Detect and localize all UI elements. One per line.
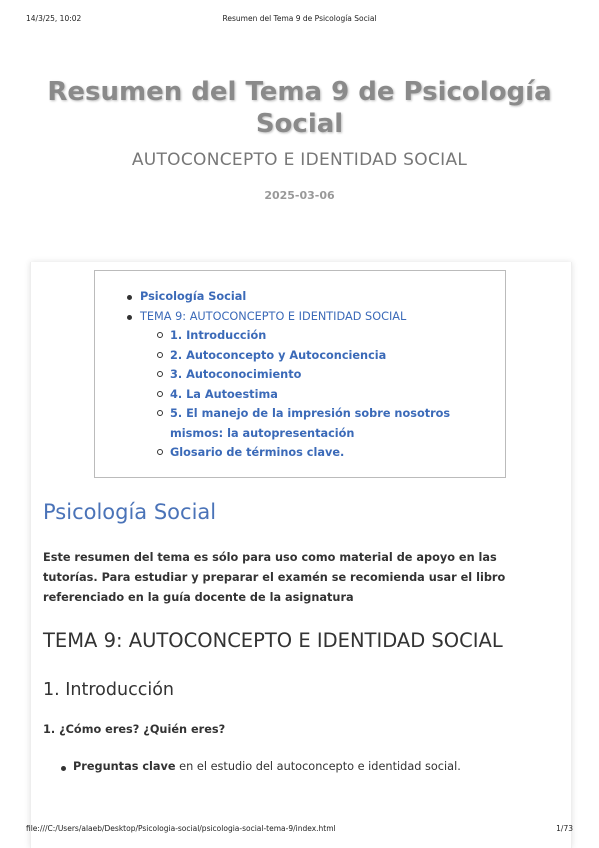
- toc-link[interactable]: 2. Autoconcepto y Autoconciencia: [170, 348, 387, 362]
- toc-link[interactable]: 4. La Autoestima: [170, 387, 278, 401]
- section-heading-introduccion: 1. Introducción: [43, 680, 174, 700]
- toc-list: [95, 287, 505, 463]
- section-heading-tema-9: TEMA 9: AUTOCONCEPTO E IDENTIDAD SOCIAL: [43, 629, 503, 652]
- table-of-contents: [94, 270, 506, 478]
- section-heading-psicologia-social: Psicología Social: [43, 500, 217, 524]
- bullet-bold-text: Preguntas clave: [73, 760, 176, 773]
- document-subtitle: AUTOCONCEPTO E IDENTIDAD SOCIAL: [131, 150, 468, 170]
- list-item: [73, 760, 461, 773]
- toc-link[interactable]: Psicología Social: [140, 290, 247, 303]
- toc-subitem-autoconocimiento[interactable]: [170, 365, 505, 385]
- content-card: [30, 262, 572, 848]
- print-footer: [26, 824, 573, 836]
- toc-link[interactable]: TEMA 9: AUTOCONCEPTO E IDENTIDAD SOCIAL: [140, 309, 407, 323]
- bullet-text: en el estudio del autoconcepto e identidad social.: [175, 760, 461, 773]
- toc-sublist: [140, 326, 505, 463]
- document-title: Resumen del Tema 9 de Psicología Social: [47, 77, 552, 139]
- toc-link[interactable]: 3. Autoconocimiento: [170, 368, 302, 381]
- bullet-list: [73, 760, 461, 773]
- toc-subitem-autopresentacion[interactable]: [170, 404, 500, 443]
- print-date: 14/3/25, 10:02: [26, 14, 82, 23]
- toc-link[interactable]: Glosario de términos clave.: [170, 446, 345, 459]
- toc-link[interactable]: 1. Introducción: [170, 329, 267, 342]
- toc-subitem-glosario[interactable]: [170, 443, 505, 463]
- file-path: file:///C:/Users/alaeb/Desktop/Psicologia-social/psicologia-social-tema-9/index.html: [26, 824, 336, 833]
- toc-item-tema-9[interactable]: [140, 307, 505, 463]
- toc-subitem-autoestima[interactable]: [170, 385, 505, 405]
- toc-subitem-introduccion[interactable]: [170, 326, 505, 346]
- print-header: [26, 14, 573, 26]
- document-date: 2025-03-06: [264, 189, 335, 202]
- toc-subitem-autoconcepto[interactable]: [170, 346, 505, 366]
- intro-paragraph: Este resumen del tema es sólo para uso como material de apoyo en las tutorías. Para estudiar y preparar el examén se recomienda usar el libro referenciado en la guía docente de la asignatura: [43, 551, 506, 604]
- print-title: Resumen del Tema 9 de Psicología Social: [222, 14, 377, 23]
- toc-link[interactable]: 5. El manejo de la impresión sobre nosotros mismos: la autopresentación: [170, 407, 451, 440]
- toc-item-psicologia-social[interactable]: [140, 287, 505, 307]
- page-number: 1/73: [556, 824, 573, 833]
- question-text: 1. ¿Cómo eres? ¿Quién eres?: [43, 723, 226, 736]
